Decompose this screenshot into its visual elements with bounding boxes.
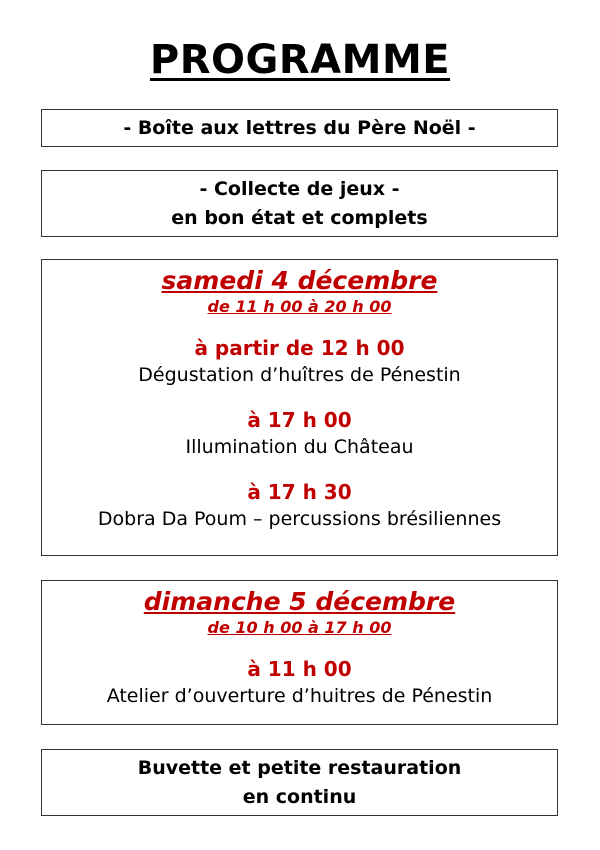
games-line-1: - Collecte de jeux - <box>199 178 400 200</box>
saturday-event-3-description: Dobra Da Poum – percussions brésiliennes <box>97 508 502 530</box>
saturday-hours: de 11 h 00 à 20 h 00 <box>207 297 392 316</box>
saturday-day-title: samedi 4 décembre <box>161 266 438 295</box>
sunday-event-1-description: Atelier d’ouverture d’huitres de Pénestin <box>106 685 493 707</box>
buvette-line-2: en continu <box>242 786 357 808</box>
saturday-box <box>41 259 558 556</box>
saturday-event-1-description: Dégustation d’huîtres de Pénestin <box>138 364 461 386</box>
buvette-box <box>41 749 558 816</box>
saturday-event-1-time: à partir de 12 h 00 <box>194 336 405 360</box>
sunday-day-title: dimanche 5 décembre <box>143 587 456 616</box>
games-line-2: en bon état et complets <box>171 207 428 229</box>
saturday-event-3-time: à 17 h 30 <box>247 480 352 504</box>
sunday-event-1-time: à 11 h 00 <box>247 657 352 681</box>
page-title: PROGRAMME <box>149 37 451 83</box>
buvette-line-1: Buvette et petite restauration <box>137 757 462 779</box>
sunday-box <box>41 580 558 725</box>
games-collection-box <box>41 170 558 237</box>
mailbox-text: - Boîte aux lettres du Père Noël - <box>123 117 476 139</box>
saturday-event-2-time: à 17 h 00 <box>247 408 352 432</box>
sunday-hours: de 10 h 00 à 17 h 00 <box>207 618 392 637</box>
saturday-event-2-description: Illumination du Château <box>185 436 414 458</box>
mailbox-box <box>41 109 558 147</box>
